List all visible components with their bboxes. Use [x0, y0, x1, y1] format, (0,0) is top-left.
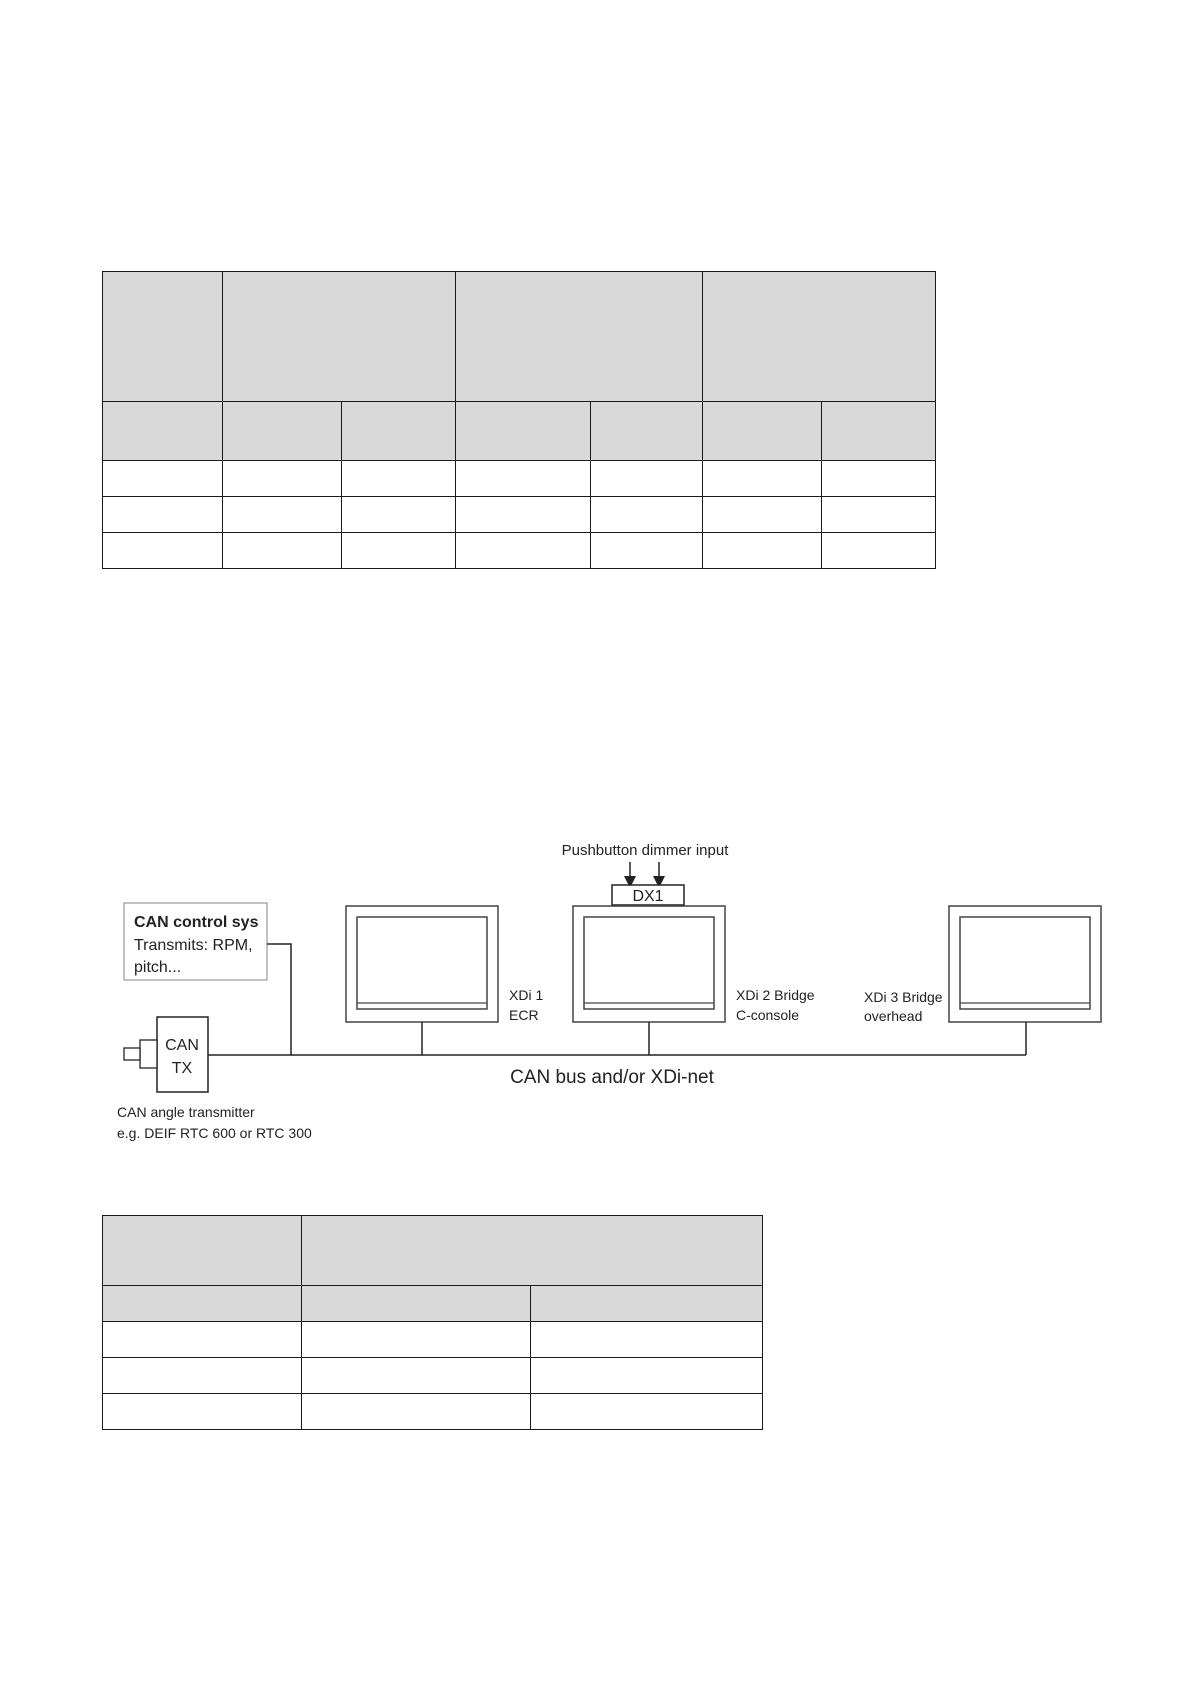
display-xdi-3	[949, 906, 1101, 1055]
table-header-cell	[456, 272, 703, 402]
table-cell	[103, 1322, 302, 1358]
table-subheader-cell	[302, 1286, 531, 1322]
table-cell	[531, 1394, 763, 1430]
table-subheader-cell	[456, 402, 591, 461]
table-cell	[822, 461, 936, 497]
table-cell	[302, 1322, 531, 1358]
table-subheader-row	[103, 1286, 763, 1322]
table-cell	[822, 533, 936, 569]
transmitter-caption-line1: CAN angle transmitter	[117, 1104, 255, 1120]
table-subheader-cell	[703, 402, 822, 461]
table-header-row	[103, 272, 936, 402]
table-subheader-cell	[103, 402, 223, 461]
table-header-cell	[103, 1216, 302, 1286]
table-header-cell	[302, 1216, 763, 1286]
table-cell	[223, 497, 342, 533]
table-subheader-row	[103, 402, 936, 461]
table-cell	[223, 461, 342, 497]
display-1-label-line1: XDi 1	[509, 987, 544, 1003]
table-cell	[531, 1358, 763, 1394]
table-cell	[103, 533, 223, 569]
display-xdi-2	[573, 906, 725, 1055]
can-control-line2: pitch...	[134, 959, 182, 976]
table-cell	[103, 497, 223, 533]
table-row	[103, 1358, 763, 1394]
table-header-cell	[223, 272, 456, 402]
dimmer-box-label: DX1	[632, 888, 664, 905]
can-tx-box	[157, 1017, 208, 1092]
table-cell	[456, 497, 591, 533]
table-cell	[302, 1394, 531, 1430]
table-cell	[531, 1322, 763, 1358]
can-network-diagram	[0, 820, 1191, 1180]
can-control-connection	[267, 944, 291, 1055]
table-subheader-cell	[103, 1286, 302, 1322]
display-screen	[357, 917, 487, 1009]
display-3-label-line1: XDi 3 Bridge	[864, 989, 943, 1005]
table-cell	[103, 1394, 302, 1430]
table-row	[103, 533, 936, 569]
table-cell	[591, 461, 703, 497]
table-header-cell	[703, 272, 936, 402]
table-cell	[591, 497, 703, 533]
table-cell	[342, 497, 456, 533]
table-cell	[223, 533, 342, 569]
display-screen	[960, 917, 1090, 1009]
table-cell	[456, 461, 591, 497]
can-control-line1: Transmits: RPM,	[134, 937, 253, 954]
display-2-label-line1: XDi 2 Bridge	[736, 987, 815, 1003]
can-tx-shaft	[140, 1040, 157, 1068]
transmitter-caption-line2: e.g. DEIF RTC 600 or RTC 300	[117, 1125, 312, 1141]
table-cell	[342, 461, 456, 497]
can-tx-line2: TX	[171, 1060, 193, 1077]
table-subheader-cell	[531, 1286, 763, 1322]
table-cell	[456, 533, 591, 569]
table-cell	[103, 1358, 302, 1394]
table-cell	[591, 533, 703, 569]
table-cell	[703, 497, 822, 533]
table-row	[103, 1322, 763, 1358]
table-header-cell	[103, 272, 223, 402]
table-cell	[302, 1358, 531, 1394]
can-tx-line1: CAN	[165, 1037, 199, 1054]
display-1-label-line2: ECR	[509, 1007, 539, 1023]
table-cell	[342, 533, 456, 569]
table-row	[103, 461, 936, 497]
table-bottom	[102, 1215, 763, 1430]
table-header-row	[103, 1216, 763, 1286]
table-subheader-cell	[223, 402, 342, 461]
table-subheader-cell	[342, 402, 456, 461]
display-xdi-1	[346, 906, 498, 1055]
table-subheader-cell	[822, 402, 936, 461]
dimmer-input-label: Pushbutton dimmer input	[561, 842, 729, 859]
bus-label: CAN bus and/or XDi-net	[510, 1067, 714, 1088]
can-tx-shaft-tip	[124, 1048, 140, 1060]
display-screen	[584, 917, 714, 1009]
table-cell	[822, 497, 936, 533]
table-top	[102, 271, 936, 569]
table-cell	[103, 461, 223, 497]
table-row	[103, 1394, 763, 1430]
table-row	[103, 497, 936, 533]
table-subheader-cell	[591, 402, 703, 461]
display-2-label-line2: C-console	[736, 1007, 800, 1023]
can-control-title: CAN control sys	[134, 914, 259, 931]
table-cell	[703, 533, 822, 569]
table-cell	[703, 461, 822, 497]
display-3-label-line2: overhead	[864, 1008, 923, 1024]
